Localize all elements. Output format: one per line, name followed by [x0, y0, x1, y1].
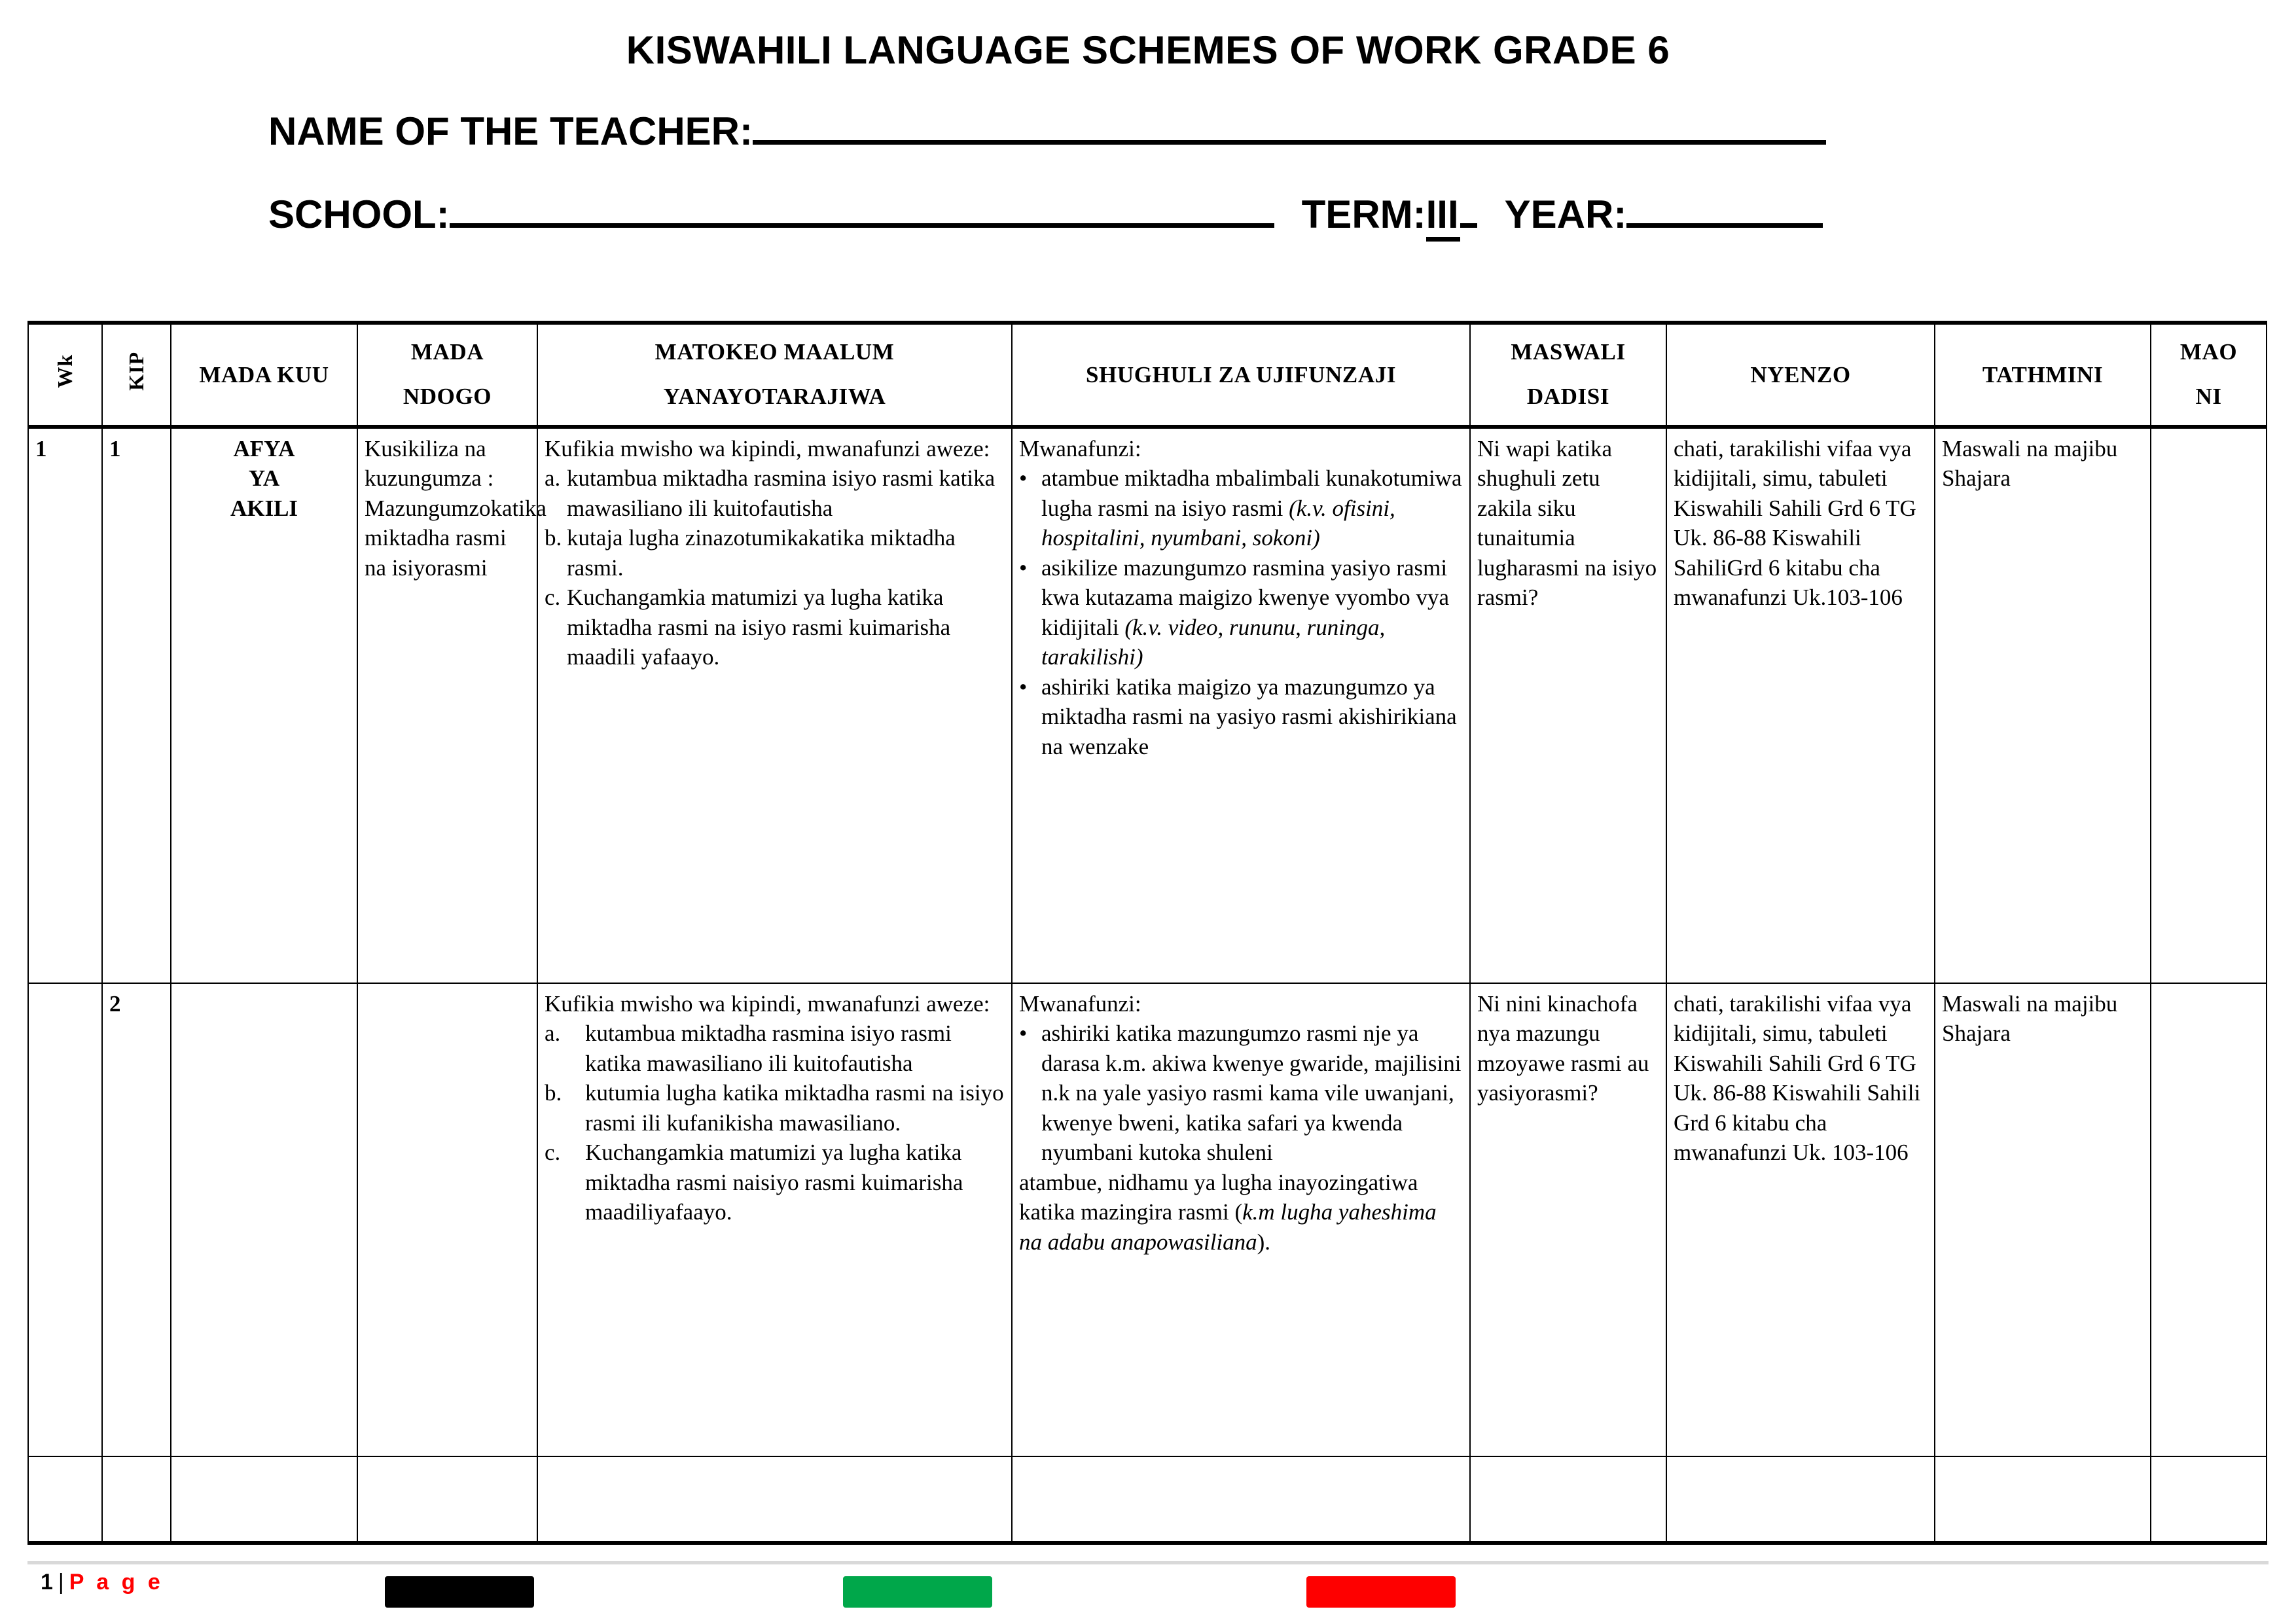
column-header-matokeo-line2: YANAYOTARAJIWA — [663, 384, 886, 410]
shughuli-tail — [1019, 1168, 1463, 1257]
teacher-input-blank[interactable] — [753, 112, 1826, 145]
list-text: kutaja lugha zinazotumikakatika miktadha rasmi. — [567, 525, 956, 581]
schemes-of-work-table — [27, 321, 2267, 1545]
list-item — [545, 463, 1005, 523]
cell-matokeo — [537, 1456, 1012, 1543]
term-value[interactable]: III — [1426, 192, 1460, 242]
shughuli-tail-post: ). — [1257, 1229, 1271, 1255]
list-text: Kuchangamkia matumizi ya lugha katika miktadha rasmi na isiyo rasmi kuimarisha maadili yafaayo. — [567, 585, 951, 670]
cell-mada-kuu — [171, 427, 357, 983]
column-header-mada-ndogo-line1: MADA — [410, 339, 484, 365]
cell-wk: 1 — [28, 427, 102, 983]
table-row — [28, 427, 2267, 983]
cell-tathmini: Maswali na majibu Shajara — [1935, 983, 2151, 1456]
list-item — [545, 523, 1005, 583]
color-swatch-black — [385, 1576, 534, 1608]
list-marker: c. — [545, 585, 561, 610]
list-text: ashiriki katika maigizo ya mazungumzo ya miktadha rasmi na yasiyo rasmi akishirikiana na wenzake — [1041, 674, 1457, 759]
teacher-field-line — [0, 73, 2296, 154]
matokeo-list — [545, 463, 1005, 672]
list-text: ashiriki katika mazungumzo rasmi nje ya darasa k.m. akiwa kwenye gwaride, majilisini n.k na yale yasiyo rasmi kama vile uwanjani, kwenye bweni, katika safari ya kwenda nyumbani kutoka shuleni — [1041, 1020, 1462, 1165]
page-title: KISWAHILI LANGUAGE SCHEMES OF WORK GRADE 6 — [626, 28, 1670, 72]
cell-matokeo — [537, 983, 1012, 1456]
bullet-icon: • — [1019, 465, 1028, 491]
cell-tathmini — [1935, 1456, 2151, 1543]
column-header-wk: Wk — [28, 323, 102, 427]
mada-kuu-line2: YA — [248, 465, 280, 491]
column-header-mada-kuu: MADA KUU — [171, 323, 357, 427]
list-item — [545, 1019, 1005, 1078]
year-label: YEAR: — [1504, 192, 1627, 236]
column-header-mada-ndogo — [357, 323, 537, 427]
teacher-label: NAME OF THE TEACHER: — [268, 109, 753, 153]
cell-maswali-dadisi — [1470, 1456, 1666, 1543]
page-word: P a g e — [69, 1570, 164, 1595]
table-header-row — [28, 323, 2267, 427]
cell-maoni — [2151, 427, 2267, 983]
table-row — [28, 983, 2267, 1456]
cell-nyenzo: chati, tarakilishi vifaa vya kidijitali, simu, tabuleti Kiswahili Sahili Grd 6 TG Uk. 86-88 Kiswahili SahiliGrd 6 kitabu cha mwanafunzi Uk.103-106 — [1666, 427, 1935, 983]
list-marker: a. — [545, 1020, 561, 1046]
cell-mada-ndogo — [357, 1456, 537, 1543]
cell-shughuli — [1012, 983, 1470, 1456]
school-term-year-line — [0, 154, 2296, 242]
page-separator: | — [58, 1570, 65, 1595]
column-header-maswali-line1: MASWALI — [1511, 339, 1626, 365]
list-text-italic: (k.v. ofisini, hospitalini, nyumbani, sokoni) — [1041, 495, 1395, 550]
cell-wk — [28, 1456, 102, 1543]
column-header-kip: KIP — [102, 323, 171, 427]
year-input-blank[interactable] — [1626, 195, 1823, 228]
color-swatch-red — [1306, 1576, 1456, 1608]
column-header-maoni-line2: NI — [2195, 384, 2222, 410]
cell-nyenzo — [1666, 1456, 1935, 1543]
cell-matokeo — [537, 427, 1012, 983]
cell-kip — [102, 1456, 171, 1543]
cell-mada-kuu — [171, 983, 357, 1456]
color-swatch-green — [843, 1576, 992, 1608]
list-text-italic: (k.v. video, rununu, runinga, tarakilishi) — [1041, 614, 1386, 670]
schemes-of-work-table-wrapper — [27, 321, 2266, 1545]
list-text: kutumia lugha katika miktadha rasmi na isiyo rasmi ili kufanikisha mawasiliano. — [585, 1080, 1004, 1136]
school-label: SCHOOL: — [268, 192, 450, 236]
column-header-nyenzo: NYENZO — [1666, 323, 1935, 427]
cell-maoni — [2151, 1456, 2267, 1543]
cell-maswali-dadisi: Ni nini kinachofa nya mazungu mzoyawe rasmi au yasiyorasmi? — [1470, 983, 1666, 1456]
list-item — [545, 583, 1005, 672]
cell-mada-ndogo: Kusikiliza na kuzungumza : Mazungumzokatika miktadha rasmi na isiyorasmi — [357, 427, 537, 983]
matokeo-list — [545, 1019, 1005, 1227]
list-text: Kuchangamkia matumizi ya lugha katika miktadha rasmi naisiyo rasmi kuimarisha maadiliyafaayo. — [585, 1140, 963, 1225]
list-text: kutambua miktadha rasmina isiyo rasmi katika mawasiliano ili kuitofautisha — [567, 465, 996, 521]
page-number-footer — [41, 1570, 164, 1595]
column-header-tathmini: TATHMINI — [1935, 323, 2151, 427]
school-input-blank[interactable] — [450, 195, 1274, 228]
list-item — [1019, 553, 1463, 672]
list-text: kutambua miktadha rasmina isiyo rasmi katika mawasiliano ili kuitofautisha — [585, 1020, 952, 1076]
mada-kuu-line3: AKILI — [230, 495, 298, 521]
shughuli-intro: Mwanafunzi: — [1019, 435, 1141, 461]
cell-kip: 2 — [102, 983, 171, 1456]
term-label: TERM: — [1301, 192, 1426, 236]
list-marker: a. — [545, 465, 561, 491]
cell-nyenzo: chati, tarakilishi vifaa vya kidijitali, simu, tabuleti Kiswahili Sahili Grd 6 TG Uk. 86-88 Kiswahili Sahili Grd 6 kitabu cha mwanafunzi Uk. 103-106 — [1666, 983, 1935, 1456]
cell-maoni — [2151, 983, 2267, 1456]
bullet-icon: • — [1019, 554, 1028, 581]
column-header-maswali-dadisi — [1470, 323, 1666, 427]
cell-mada-kuu — [171, 1456, 357, 1543]
page-number: 1 — [41, 1570, 54, 1595]
list-item — [1019, 463, 1463, 553]
cell-wk — [28, 983, 102, 1456]
column-header-maoni — [2151, 323, 2267, 427]
mada-kuu-line1: AFYA — [233, 435, 295, 461]
column-header-mada-ndogo-line2: NDOGO — [403, 384, 492, 410]
list-item — [1019, 1019, 1463, 1168]
column-header-maswali-line2: DADISI — [1526, 384, 1610, 410]
column-header-matokeo — [537, 323, 1012, 427]
list-text: asikilize mazungumzo rasmina yasiyo rasmi kwa kutazama maigizo kwenye vyombo vya kidijitali — [1041, 554, 1449, 640]
cell-mada-ndogo — [357, 983, 537, 1456]
shughuli-list — [1019, 463, 1463, 761]
cell-maswali-dadisi: Ni wapi katika shughuli zetu zakila siku tunaitumia lugharasmi na isiyo rasmi? — [1470, 427, 1666, 983]
list-item — [545, 1138, 1005, 1227]
footer-divider — [27, 1561, 2269, 1564]
list-marker: b. — [545, 1080, 562, 1106]
matokeo-intro: Kufikia mwisho wa kipindi, mwanafunzi aweze: — [545, 990, 990, 1017]
shughuli-tail-pre: atambue, nidhamu ya lugha inayozingatiwa katika mazingira rasmi ( — [1019, 1169, 1418, 1225]
list-marker: c. — [545, 1140, 561, 1165]
column-header-shughuli: SHUGHULI ZA UJIFUNZAJI — [1012, 323, 1470, 427]
table-row — [28, 1456, 2267, 1543]
cell-kip: 1 — [102, 427, 171, 983]
column-header-maoni-line1: MAO — [2179, 339, 2238, 365]
matokeo-intro: Kufikia mwisho wa kipindi, mwanafunzi aweze: — [545, 435, 990, 461]
shughuli-intro: Mwanafunzi: — [1019, 990, 1141, 1017]
list-item — [1019, 672, 1463, 762]
term-input-blank[interactable] — [1460, 195, 1477, 228]
shughuli-list — [1019, 1019, 1463, 1168]
bullet-icon: • — [1019, 674, 1028, 700]
bullet-icon: • — [1019, 1020, 1028, 1046]
list-marker: b. — [545, 525, 562, 550]
cell-tathmini: Maswali na majibu Shajara — [1935, 427, 2151, 983]
cell-shughuli — [1012, 1456, 1470, 1543]
column-header-matokeo-line1: MATOKEO MAALUM — [655, 339, 895, 365]
shughuli-tail-italic: k.m lugha yaheshima na adabu anapowasiliana — [1019, 1199, 1437, 1255]
list-text: atambue miktadha mbalimbali kunakotumiwa lugha rasmi na isiyo rasmi — [1041, 465, 1462, 521]
list-item — [545, 1078, 1005, 1138]
cell-shughuli — [1012, 427, 1470, 983]
